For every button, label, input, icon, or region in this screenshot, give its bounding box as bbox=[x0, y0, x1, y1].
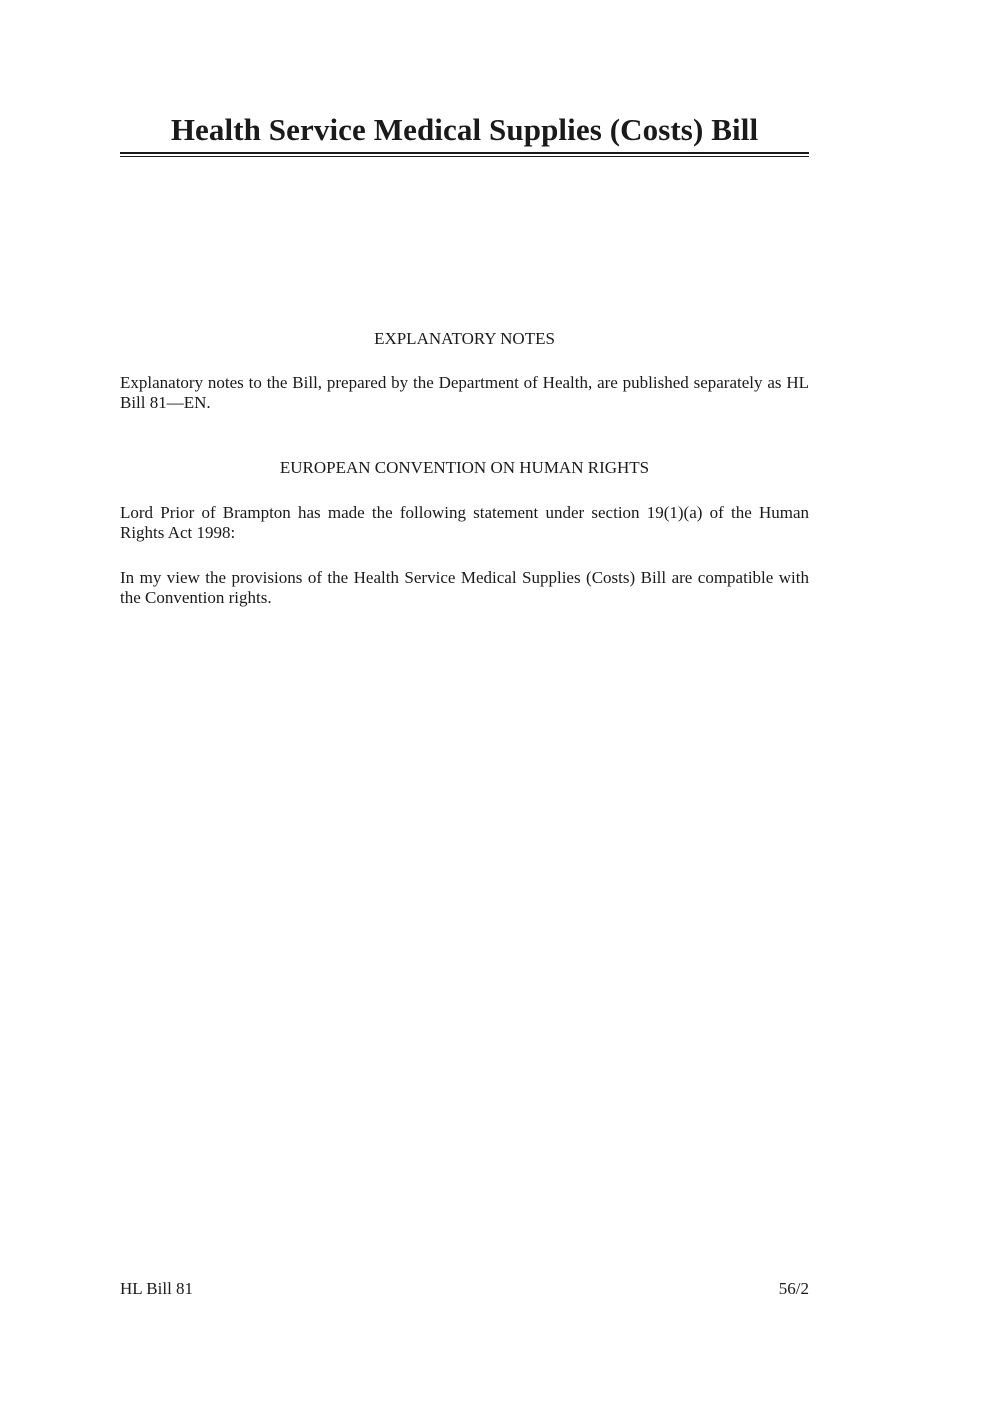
title-block bbox=[120, 110, 809, 157]
echr-statement-intro: Lord Prior of Brampton has made the following statement under section 19(1)(a) of the Human Rights Act 1998: bbox=[120, 503, 809, 542]
echr-heading: EUROPEAN CONVENTION ON HUMAN RIGHTS bbox=[279, 458, 650, 477]
title-double-rule bbox=[120, 152, 809, 157]
footer-bill-reference: HL Bill 81 bbox=[120, 1279, 194, 1298]
echr-statement: In my view the provisions of the Health Service Medical Supplies (Costs) Bill are compatible with the Convention rights. bbox=[120, 568, 809, 607]
document-title: Health Service Medical Supplies (Costs) Bill bbox=[170, 112, 759, 147]
explanatory-notes-paragraph: Explanatory notes to the Bill, prepared by the Department of Health, are published separately as HL Bill 81—EN. bbox=[120, 373, 809, 412]
explanatory-notes-heading: EXPLANATORY NOTES bbox=[374, 329, 555, 348]
footer-print-number: 56/2 bbox=[778, 1279, 809, 1298]
